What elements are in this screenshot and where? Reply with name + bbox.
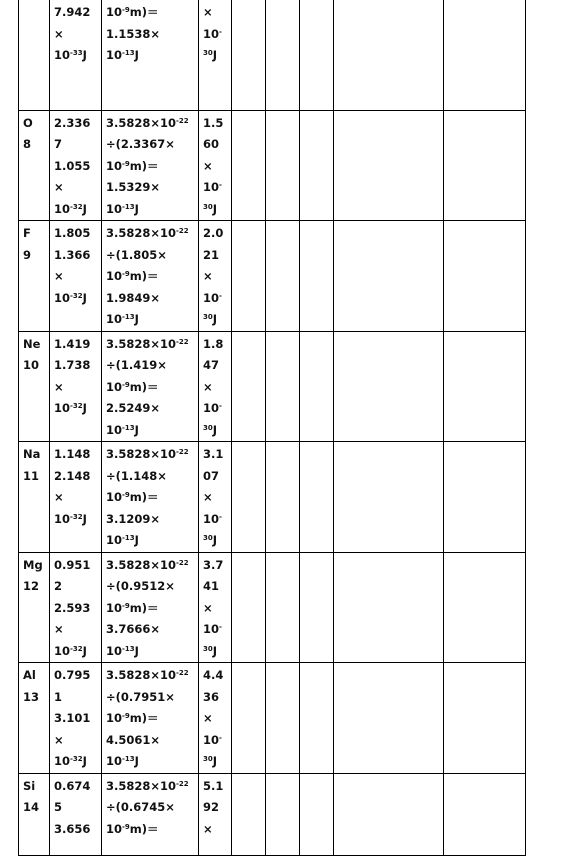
empty-cell — [300, 331, 334, 442]
value-cell-line: $10^{-32}J$ — [54, 643, 87, 658]
element-cell — [19, 331, 50, 442]
superscript: -9 — [122, 6, 130, 14]
result-cell — [199, 663, 232, 774]
calculation-cell — [102, 773, 199, 855]
calculation-cell — [102, 0, 199, 110]
table-body — [19, 0, 526, 855]
calculation-cell-line: 1.5329× — [106, 180, 161, 194]
empty-cell — [232, 663, 266, 774]
calculation-cell — [102, 331, 199, 442]
result-cell-line: × — [203, 711, 213, 725]
superscript: -32 — [70, 291, 83, 300]
calculation-cell-line: ÷(0.9512× — [106, 579, 175, 593]
value-cell — [50, 552, 102, 663]
calculation-cell-line: $3.5828\times 10^{-22}$ — [106, 336, 189, 351]
empty-cell — [300, 552, 334, 663]
result-cell-line: 10- — [203, 401, 222, 415]
empty-cell — [266, 331, 300, 442]
value-cell-line: 7 — [54, 137, 63, 151]
element-cell — [19, 110, 50, 221]
superscript: -22 — [176, 448, 189, 456]
result-cell-line: 10- — [203, 26, 222, 41]
result-cell-line: $^{30}$J — [203, 422, 218, 437]
element-energy-table — [18, 0, 526, 856]
superscript: - — [219, 623, 222, 631]
value-cell-line: 1.055 — [54, 158, 91, 173]
empty-cell — [334, 773, 444, 855]
result-cell-line: 10- — [203, 732, 222, 747]
result-cell-line: 10- — [203, 622, 222, 636]
value-cell — [50, 663, 102, 774]
calculation-cell-line: 4.5061× — [106, 732, 161, 747]
element-cell-line: Mg — [23, 557, 43, 572]
result-cell — [199, 221, 232, 332]
result-cell-line: 5.1 — [203, 778, 224, 793]
calculation-cell-line: $10^{-9}m)=$ — [106, 5, 159, 19]
value-cell-line: 1.805 — [54, 226, 91, 240]
calculation-cell-line: ÷(1.419× — [106, 358, 167, 372]
result-cell-line: × — [203, 158, 213, 173]
result-cell-line: 3.7 — [203, 557, 224, 572]
value-cell-line: 3.656 — [54, 821, 91, 836]
empty-cell — [232, 221, 266, 332]
table-row — [19, 0, 526, 110]
value-cell — [50, 442, 102, 553]
superscript: 30 — [203, 202, 213, 211]
result-cell-line: $^{30}$J — [203, 754, 218, 768]
calculation-cell-line: $10^{-9}m)=$ — [106, 600, 159, 615]
element-cell-line: 10 — [23, 358, 40, 372]
empty-cell — [232, 442, 266, 553]
superscript: -22 — [176, 669, 189, 677]
value-cell-line: 1.366 — [54, 247, 91, 262]
superscript: 30 — [203, 755, 213, 763]
value-cell-line: 1.738 — [54, 358, 91, 372]
empty-cell — [266, 442, 300, 553]
result-cell-line: 92 — [203, 800, 220, 814]
result-cell — [199, 0, 232, 110]
element-cell-line: Si — [23, 778, 36, 793]
empty-cell — [300, 663, 334, 774]
result-cell-line: $^{30}$J — [203, 48, 218, 62]
superscript: -9 — [122, 822, 130, 831]
calculation-cell-line: ÷(1.148× — [106, 468, 167, 483]
empty-cell — [334, 663, 444, 774]
empty-cell — [334, 110, 444, 221]
calculation-cell-line: $3.5828\times 10^{-22}$ — [106, 115, 189, 130]
superscript: -13 — [122, 49, 135, 57]
element-cell — [19, 773, 50, 855]
empty-cell — [444, 552, 526, 663]
empty-cell — [232, 331, 266, 442]
element-cell-line: 8 — [23, 137, 32, 151]
superscript: -32 — [70, 512, 83, 521]
element-cell — [19, 221, 50, 332]
superscript: -13 — [122, 644, 135, 653]
superscript: -13 — [122, 755, 135, 763]
table-row — [19, 552, 526, 663]
value-cell-line: × — [54, 622, 64, 636]
superscript: - — [219, 402, 222, 410]
value-cell — [50, 773, 102, 855]
value-cell-line: × — [54, 26, 64, 41]
value-cell-line: × — [54, 269, 64, 283]
empty-cell — [444, 663, 526, 774]
result-cell-line: 4.4 — [203, 668, 224, 682]
superscript: -32 — [70, 202, 83, 211]
calculation-cell-line: $10^{-13}J$ — [106, 533, 139, 547]
value-cell-line: × — [54, 379, 64, 394]
result-cell-line: × — [203, 600, 213, 615]
calculation-cell-line: $10^{-13}J$ — [106, 422, 139, 437]
calculation-cell-line: $3.5828\times 10^{-22}$ — [106, 668, 189, 682]
result-cell-line: $^{30}$J — [203, 533, 218, 547]
superscript: - — [219, 512, 222, 521]
table-row — [19, 110, 526, 221]
superscript: -13 — [122, 534, 135, 542]
value-cell-line: 0.951 — [54, 557, 91, 572]
value-cell-line: 2.336 — [54, 115, 91, 130]
calculation-cell-line: $10^{-13}J$ — [106, 312, 139, 326]
calculation-cell-line: $10^{-9}m)=$ — [106, 711, 159, 725]
superscript: -9 — [122, 712, 130, 720]
superscript: -32 — [70, 755, 83, 763]
result-cell-line: 1.5 — [203, 115, 224, 130]
value-cell-line: 2 — [54, 579, 63, 593]
value-cell-line: 1.148 — [54, 447, 91, 461]
superscript: -9 — [122, 601, 130, 610]
value-cell-line: $10^{-32}J$ — [54, 401, 87, 415]
value-cell-line: 5 — [54, 800, 63, 814]
calculation-cell-line: $10^{-13}J$ — [106, 643, 139, 658]
superscript: -9 — [122, 491, 130, 499]
calculation-cell-line: $10^{-13}J$ — [106, 48, 139, 62]
empty-cell — [300, 0, 334, 110]
empty-cell — [300, 773, 334, 855]
table-row — [19, 442, 526, 553]
empty-cell — [232, 110, 266, 221]
result-cell-line: $^{30}$J — [203, 643, 218, 658]
value-cell-line: 2.593 — [54, 600, 91, 615]
calculation-cell-line: ÷(0.6745× — [106, 800, 175, 814]
superscript: 30 — [203, 49, 213, 57]
element-cell — [19, 552, 50, 663]
superscript: -13 — [122, 313, 135, 321]
calculation-cell-line: $10^{-13}J$ — [106, 754, 139, 768]
result-cell-line: 10- — [203, 180, 222, 194]
superscript: -32 — [70, 402, 83, 410]
result-cell-line: 60 — [203, 137, 220, 151]
element-cell-line: F — [23, 226, 31, 240]
result-cell-line: 10- — [203, 511, 222, 526]
empty-cell — [444, 442, 526, 553]
value-cell-line: × — [54, 180, 64, 194]
superscript: - — [219, 27, 222, 36]
superscript: - — [219, 733, 222, 742]
calculation-cell-line: ÷(2.3367× — [106, 137, 175, 151]
calculation-cell-line: $10^{-9}m)=$ — [106, 490, 159, 504]
element-cell — [19, 663, 50, 774]
calculation-cell-line: $10^{-9}m)=$ — [106, 269, 159, 283]
empty-cell — [334, 221, 444, 332]
superscript: -13 — [122, 423, 135, 432]
calculation-cell-line: $3.5828\times 10^{-22}$ — [106, 557, 189, 572]
result-cell-line: $^{30}$J — [203, 312, 218, 326]
value-cell-line: $10^{-32}J$ — [54, 754, 87, 768]
value-cell — [50, 0, 102, 110]
element-cell — [19, 442, 50, 553]
empty-cell — [300, 442, 334, 553]
result-cell — [199, 552, 232, 663]
empty-cell — [300, 110, 334, 221]
empty-cell — [444, 221, 526, 332]
empty-cell — [232, 773, 266, 855]
result-cell-line: 21 — [203, 247, 220, 262]
superscript: -9 — [122, 380, 130, 389]
result-cell-line: 36 — [203, 689, 220, 704]
calculation-cell-line: $10^{-9}m)=$ — [106, 821, 159, 836]
empty-cell — [232, 0, 266, 110]
element-cell-line: 12 — [23, 579, 40, 593]
empty-cell — [266, 221, 300, 332]
element-cell-line: Na — [23, 447, 41, 461]
value-cell-line: 3.101 — [54, 711, 91, 725]
value-cell-line: $10^{-32}J$ — [54, 201, 87, 216]
calculation-cell-line: 2.5249× — [106, 401, 161, 415]
value-cell-line: 7.942 — [54, 5, 91, 19]
calculation-cell — [102, 552, 199, 663]
calculation-cell — [102, 110, 199, 221]
empty-cell — [444, 331, 526, 442]
result-cell — [199, 110, 232, 221]
result-cell-line: 2.0 — [203, 226, 224, 240]
result-cell-line: 10- — [203, 290, 222, 305]
calculation-cell-line: 3.1209× — [106, 511, 161, 526]
superscript: -9 — [122, 159, 130, 168]
empty-cell — [334, 552, 444, 663]
superscript: -9 — [122, 270, 130, 278]
table-row — [19, 773, 526, 855]
result-cell-line: $^{30}$J — [203, 201, 218, 216]
superscript: - — [219, 181, 222, 189]
empty-cell — [266, 0, 300, 110]
superscript: 30 — [203, 534, 213, 542]
element-cell-line: Ne — [23, 336, 41, 351]
empty-cell — [444, 773, 526, 855]
value-cell-line: 2.148 — [54, 468, 91, 483]
empty-cell — [444, 110, 526, 221]
result-cell-line: 3.1 — [203, 447, 224, 461]
calculation-cell-line: $3.5828\times 10^{-22}$ — [106, 226, 189, 240]
empty-cell — [444, 0, 526, 110]
value-cell-line: × — [54, 732, 64, 747]
calculation-cell-line: $10^{-9}m)=$ — [106, 379, 159, 394]
value-cell-line: $10^{-32}J$ — [54, 290, 87, 305]
calculation-cell-line: 1.9849× — [106, 290, 161, 305]
value-cell — [50, 331, 102, 442]
calculation-cell — [102, 663, 199, 774]
calculation-cell-line: ÷(1.805× — [106, 247, 167, 262]
result-cell-line: × — [203, 821, 213, 836]
empty-cell — [266, 552, 300, 663]
superscript: -13 — [122, 202, 135, 211]
calculation-cell — [102, 221, 199, 332]
superscript: -22 — [176, 779, 189, 788]
result-cell-line: × — [203, 5, 213, 19]
element-cell-line: 9 — [23, 247, 32, 262]
table-row — [19, 331, 526, 442]
result-cell — [199, 442, 232, 553]
empty-cell — [334, 331, 444, 442]
empty-cell — [300, 221, 334, 332]
calculation-cell-line: $10^{-9}m)=$ — [106, 158, 159, 173]
calculation-cell-line: 1.1538× — [106, 26, 161, 41]
element-cell — [19, 0, 50, 110]
result-cell-line: × — [203, 490, 213, 504]
superscript: 30 — [203, 644, 213, 653]
calculation-cell-line: $3.5828\times 10^{-22}$ — [106, 778, 189, 793]
value-cell — [50, 110, 102, 221]
superscript: -32 — [70, 644, 83, 653]
calculation-cell-line: $10^{-13}J$ — [106, 201, 139, 216]
calculation-cell-line: $3.5828\times 10^{-22}$ — [106, 447, 189, 461]
empty-cell — [266, 110, 300, 221]
element-cell-line: Al — [23, 668, 36, 682]
value-cell-line: $10^{-32}J$ — [54, 511, 87, 526]
calculation-cell-line: ÷(0.7951× — [106, 689, 175, 704]
result-cell-line: 41 — [203, 579, 220, 593]
result-cell-line: 47 — [203, 358, 220, 372]
result-cell-line: × — [203, 269, 213, 283]
empty-cell — [334, 0, 444, 110]
table-row — [19, 221, 526, 332]
element-cell-line: 14 — [23, 800, 40, 814]
superscript: -33 — [70, 49, 83, 57]
empty-cell — [266, 773, 300, 855]
superscript: 30 — [203, 313, 213, 321]
empty-cell — [266, 663, 300, 774]
value-cell — [50, 221, 102, 332]
table-row — [19, 663, 526, 774]
calculation-cell-line: 3.7666× — [106, 622, 161, 636]
result-cell-line: 07 — [203, 468, 220, 483]
empty-cell — [232, 552, 266, 663]
element-cell-line: 11 — [23, 468, 40, 483]
superscript: -22 — [176, 558, 189, 567]
result-cell — [199, 773, 232, 855]
value-cell-line: 0.674 — [54, 778, 91, 793]
superscript: - — [219, 291, 222, 300]
superscript: -22 — [176, 227, 189, 235]
element-cell-line: O — [23, 115, 33, 130]
value-cell-line: 0.795 — [54, 668, 91, 682]
superscript: -22 — [176, 116, 189, 125]
element-cell-line: 13 — [23, 689, 40, 704]
value-cell-line: $10^{-33}J$ — [54, 48, 87, 62]
result-cell-line: × — [203, 379, 213, 394]
result-cell — [199, 331, 232, 442]
calculation-cell — [102, 442, 199, 553]
superscript: 30 — [203, 423, 213, 432]
result-cell-line: 1.8 — [203, 336, 224, 351]
value-cell-line: × — [54, 490, 64, 504]
value-cell-line: 1 — [54, 689, 63, 704]
superscript: -22 — [176, 337, 189, 346]
empty-cell — [334, 442, 444, 553]
value-cell-line: 1.419 — [54, 336, 91, 351]
